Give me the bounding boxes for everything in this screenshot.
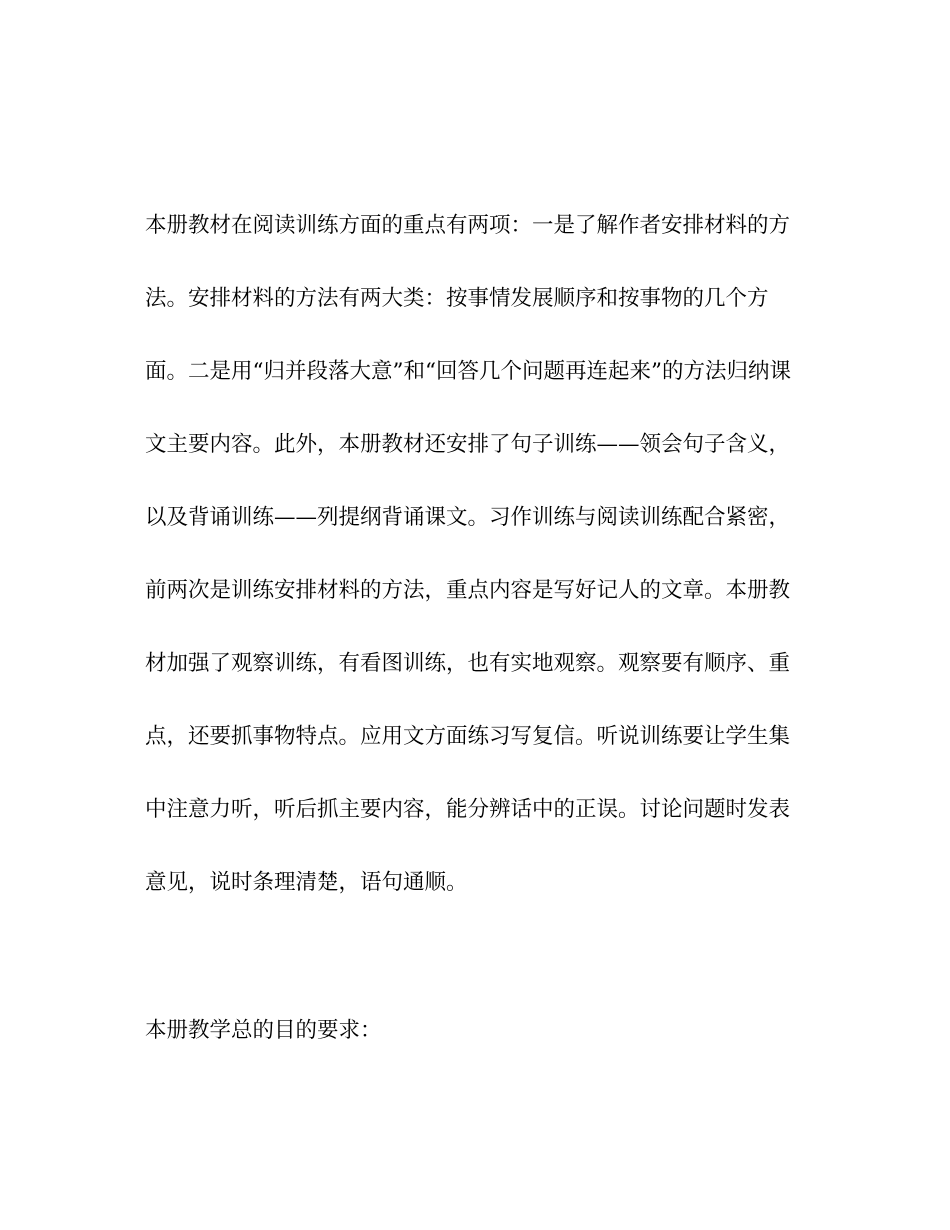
paragraph-line-8: 点，还要抓事物特点。应用文方面练习写复信。听说训练要让学生集 <box>145 724 791 749</box>
paragraph-line-10: 意见，说时条理清楚，语句通顺。 <box>145 870 468 895</box>
paragraph-line-1: 本册教材在阅读训练方面的重点有两项：一是了解作者安排材料的方 <box>145 213 791 238</box>
paragraph-line-5: 以及背诵训练——列提纲背诵课文。习作训练与阅读训练配合紧密， <box>145 505 791 530</box>
paragraph-line-3: 面。二是用“归并段落大意”和“回答几个问题再连起来”的方法归纳课 <box>145 359 791 384</box>
section-heading: 本册教学总的目的要求： <box>145 1018 382 1043</box>
paragraph-line-9: 中注意力听，听后抓主要内容，能分辨话中的正误。讨论问题时发表 <box>145 797 791 822</box>
paragraph-line-2: 法。安排材料的方法有两大类：按事情发展顺序和按事物的几个方 <box>145 286 769 311</box>
paragraph-line-7: 材加强了观察训练，有看图训练，也有实地观察。观察要有顺序、重 <box>145 651 791 676</box>
paragraph-line-4: 文主要内容。此外，本册教材还安排了句子训练——领会句子含义， <box>145 432 791 457</box>
paragraph-line-6: 前两次是训练安排材料的方法，重点内容是写好记人的文章。本册教 <box>145 578 791 603</box>
